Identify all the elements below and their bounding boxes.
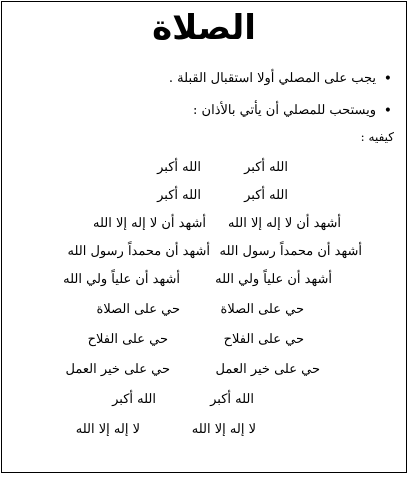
method-label: كيفيه : [360,130,394,144]
adhan-phrase-left: لا إله إلا الله [75,422,140,437]
adhan-phrase-right: الله أكبر [210,392,254,407]
adhan-line [2,326,406,354]
adhan-line [2,416,406,444]
adhan-line [2,386,406,414]
adhan-phrase-left: الله أكبر [112,392,156,407]
adhan-phrase-right: حي على خير العمل [215,362,320,377]
adhan-phrase-left: أشهد أن محمداً رسول الله [67,244,210,259]
adhan-line [2,296,406,324]
adhan-phrase-right: أشهد أن علياً ولي الله [215,272,332,287]
adhan-phrase-left: أشهد أن علياً ولي الله [63,272,180,287]
adhan-phrase-left: حي على الصلاة [96,302,180,317]
adhan-line [2,356,406,384]
adhan-line [2,210,406,238]
bullet-item: • يجب على المصلي أولا استقبال القبلة . [12,66,396,98]
bullet-list [12,66,396,130]
adhan-phrase-left: الله أكبر [157,188,201,203]
adhan-phrase-right: أشهد أن لا إله إلا الله [228,216,341,231]
adhan-line [2,182,406,210]
adhan-line [2,154,406,182]
adhan-phrase-right: الله أكبر [244,160,288,175]
adhan-phrase-right: أشهد أن محمداً رسول الله [219,244,362,259]
adhan-phrase-right: لا إله إلا الله [191,422,256,437]
adhan-line [2,238,406,266]
adhan-phrase-right: حي على الصلاة [220,302,304,317]
adhan-line [2,266,406,294]
adhan-phrase-left: حي على خير العمل [65,362,170,377]
document-page [1,1,407,473]
adhan-phrase-right: حي على الفلاح [223,332,304,347]
bullet-item: • ويستحب للمصلي أن يأتي بالأذان : [12,98,396,130]
adhan-phrase-right: الله أكبر [244,188,288,203]
adhan-phrase-left: حي على الفلاح [87,332,168,347]
page-title: الصلاة [152,8,256,48]
adhan-phrase-left: أشهد أن لا إله إلا الله [93,216,206,231]
adhan-phrase-left: الله أكبر [157,160,201,175]
